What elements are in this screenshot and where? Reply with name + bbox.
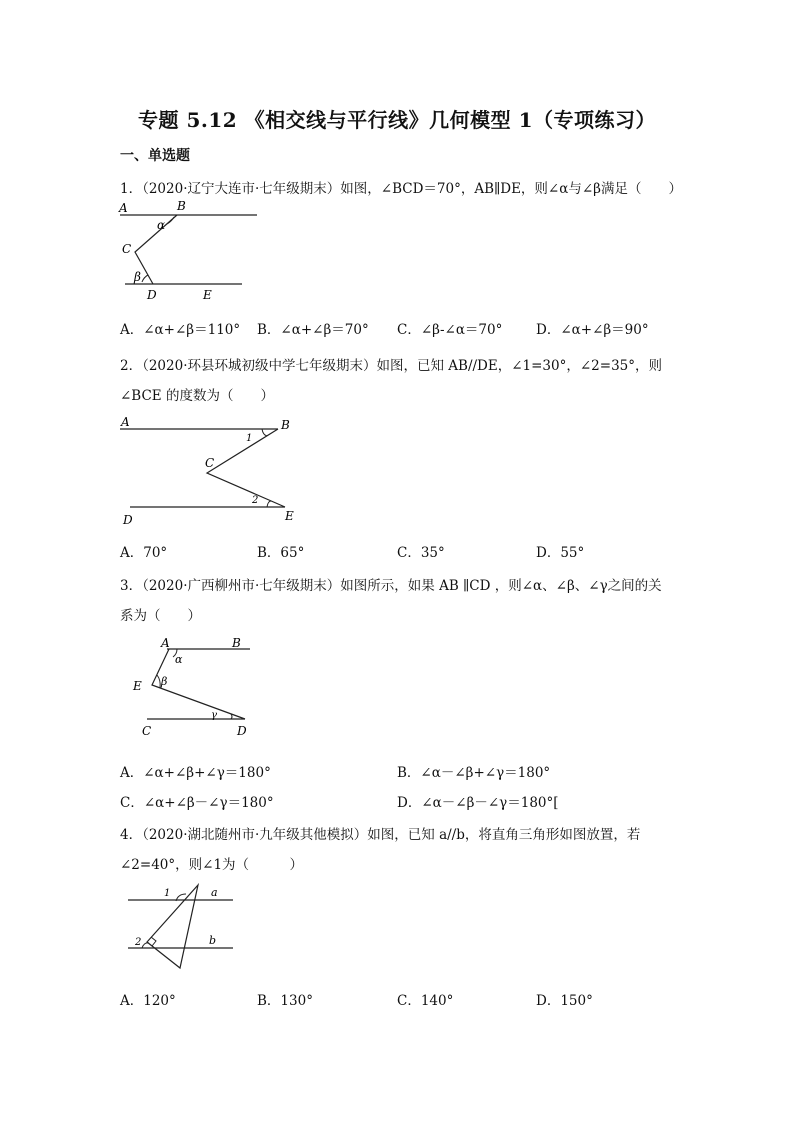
q1-label-d: D [147, 288, 157, 302]
question-1-figure [115, 198, 265, 303]
page-title: 专题 5.12 《相交线与平行线》几何模型 1（专项练习） [137, 108, 656, 132]
q1-option-c[interactable]: C．∠β-∠α＝70° [397, 322, 503, 338]
q2-option-a[interactable]: A．70° [120, 545, 168, 561]
question-2-figure [115, 412, 305, 530]
q3-label-e: E [133, 679, 142, 693]
question-3-stem-line2: 系为（ ） [120, 608, 201, 624]
q3-label-c: C [142, 724, 152, 738]
q2-option-d[interactable]: D．55° [536, 545, 585, 561]
q4-label-1: 1 [164, 888, 171, 899]
q2-label-2: 2 [252, 495, 259, 506]
q2-label-e: E [285, 509, 294, 523]
q3-label-beta: β [161, 675, 168, 688]
q4-option-a[interactable]: A．120° [120, 993, 176, 1009]
q3-option-c[interactable]: C．∠α+∠β－∠γ＝180° [120, 795, 274, 811]
q1-label-beta: β [134, 270, 141, 284]
q2-label-b: B [281, 418, 290, 432]
q4-label-b: b [209, 934, 217, 947]
q2-label-a: A [121, 415, 130, 429]
question-4-stem-line1: 4．（2020·湖北随州市·九年级其他模拟）如图，已知 a//b，将直角三角形如图放置，若 [120, 827, 641, 843]
q3-label-gamma: γ [211, 710, 217, 721]
question-4-stem-line2: ∠2=40°，则∠1为（ ） [120, 857, 304, 873]
q4-label-a: a [211, 886, 218, 899]
question-3-stem-line1: 3．（2020·广西柳州市·七年级期末）如图所示，如果 AB ∥CD ，则∠α、∠β、∠γ之间的关 [120, 578, 662, 594]
q1-label-a: A [119, 201, 128, 215]
question-1-stem: 1．（2020·辽宁大连市·七年级期末）如图，∠BCD＝70°，AB∥DE，则∠α与∠β满足（ ） [120, 181, 682, 197]
section-heading: 一、单选题 [120, 148, 190, 164]
q4-option-b[interactable]: B．130° [257, 993, 313, 1009]
q4-label-2: 2 [135, 937, 142, 948]
q3-option-b[interactable]: B．∠α－∠β+∠γ＝180° [397, 765, 551, 781]
q3-label-a: A [161, 636, 170, 650]
q1-label-alpha: α [157, 218, 166, 232]
q1-label-c: C [122, 242, 132, 256]
q2-label-1: 1 [246, 433, 253, 444]
question-2-stem-line2: ∠BCE 的度数为（ ） [120, 388, 274, 404]
q3-option-a[interactable]: A．∠α+∠β+∠γ＝180° [120, 765, 271, 781]
question-2-stem-line1: 2．（2020·环县环城初级中学七年级期末）如图，已知 AB//DE，∠1=30°，∠2=35°，则 [120, 358, 663, 374]
q2-label-d: D [123, 513, 133, 527]
q1-label-b: B [177, 199, 186, 213]
q2-option-b[interactable]: B．65° [257, 545, 305, 561]
q4-option-d[interactable]: D．150° [536, 993, 593, 1009]
q1-option-a[interactable]: A．∠α+∠β＝110° [120, 322, 241, 338]
q4-option-c[interactable]: C．140° [397, 993, 454, 1009]
q3-label-b: B [232, 636, 241, 650]
q1-label-e: E [203, 288, 212, 302]
q3-option-d[interactable]: D．∠α－∠β－∠γ＝180°[ [397, 795, 559, 811]
q2-option-c[interactable]: C．35° [397, 545, 445, 561]
q2-label-c: C [205, 456, 215, 470]
q3-label-alpha: α [175, 653, 183, 666]
question-3-figure [125, 632, 265, 740]
q1-option-b[interactable]: B．∠α+∠β＝70° [257, 322, 369, 338]
q3-label-d: D [237, 724, 247, 738]
question-4-figure [120, 880, 245, 972]
q1-option-d[interactable]: D．∠α+∠β＝90° [536, 322, 649, 338]
